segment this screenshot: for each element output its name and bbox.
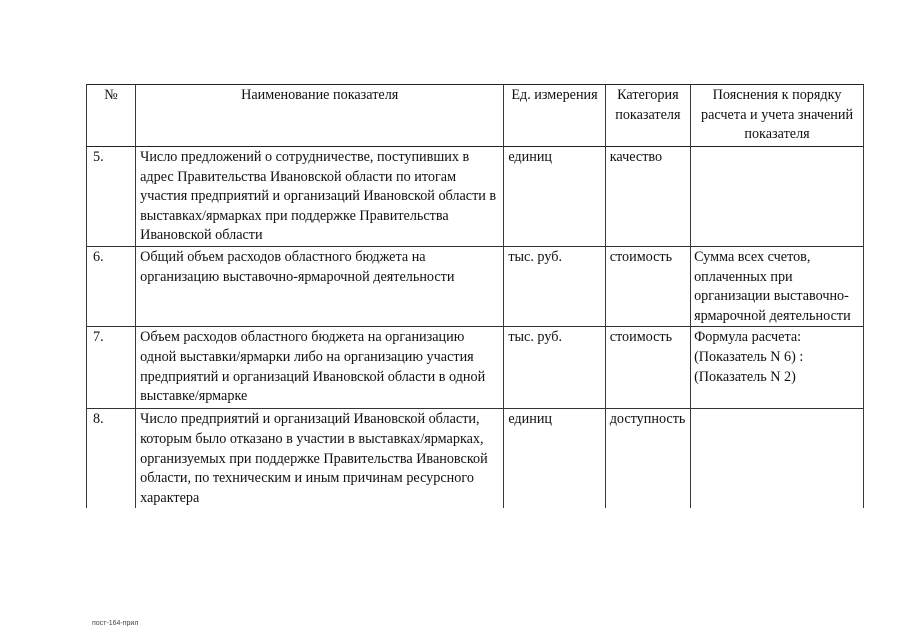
- table-body: [87, 147, 864, 509]
- row-number: 6.: [87, 246, 136, 326]
- header-unit: Ед. измерения: [504, 85, 605, 147]
- header-explanation: Пояснения к порядку расчета и учета значений показателя: [691, 85, 864, 147]
- row-unit: тыс. руб.: [504, 327, 605, 409]
- table-row: [87, 147, 864, 247]
- row-number: 8.: [87, 409, 136, 508]
- header-category: Категория показателя: [605, 85, 690, 147]
- row-explanation: [691, 147, 864, 247]
- header-number: №: [87, 85, 136, 147]
- table-row: [87, 246, 864, 326]
- row-category: стоимость: [605, 246, 690, 326]
- table-row: [87, 327, 864, 409]
- row-unit: единиц: [504, 409, 605, 508]
- header-indicator-name: Наименование показателя: [136, 85, 504, 147]
- row-category: доступность: [605, 409, 690, 508]
- header-row: [87, 85, 864, 147]
- row-explanation: [691, 409, 864, 508]
- row-unit: тыс. руб.: [504, 246, 605, 326]
- table-row: [87, 409, 864, 508]
- indicators-table: [86, 84, 864, 508]
- row-category: качество: [605, 147, 690, 247]
- row-unit: единиц: [504, 147, 605, 247]
- row-explanation: Сумма всех счетов, оплаченных при организации выставочно-ярмарочной деятельности: [691, 246, 864, 326]
- footer-filename: пост-164-прил: [92, 620, 139, 627]
- row-indicator-name: Объем расходов областного бюджета на организацию одной выставки/ярмарки либо на организацию участия предприятий и организаций Ивановской области в одной выставке/ярмарке: [136, 327, 504, 409]
- row-indicator-name: Общий объем расходов областного бюджета на организацию выставочно-ярмарочной деятельности: [136, 246, 504, 326]
- row-indicator-name: Число предприятий и организаций Ивановской области, которым было отказано в участии в выставках/ярмарках, организуемых при поддержке Правительства Ивановской области, по техническим и иным причинам ресурсного характера: [136, 409, 504, 508]
- row-number: 7.: [87, 327, 136, 409]
- row-explanation: Формула расчета: (Показатель N 6) : (Показатель N 2): [691, 327, 864, 409]
- row-category: стоимость: [605, 327, 690, 409]
- table-header: [87, 85, 864, 147]
- row-indicator-name: Число предложений о сотрудничестве, поступивших в адрес Правительства Ивановской области по итогам участия предприятий и организаций Ивановской области в выставках/ярмарках при поддержке Правительства Ивановской области: [136, 147, 504, 247]
- row-number: 5.: [87, 147, 136, 247]
